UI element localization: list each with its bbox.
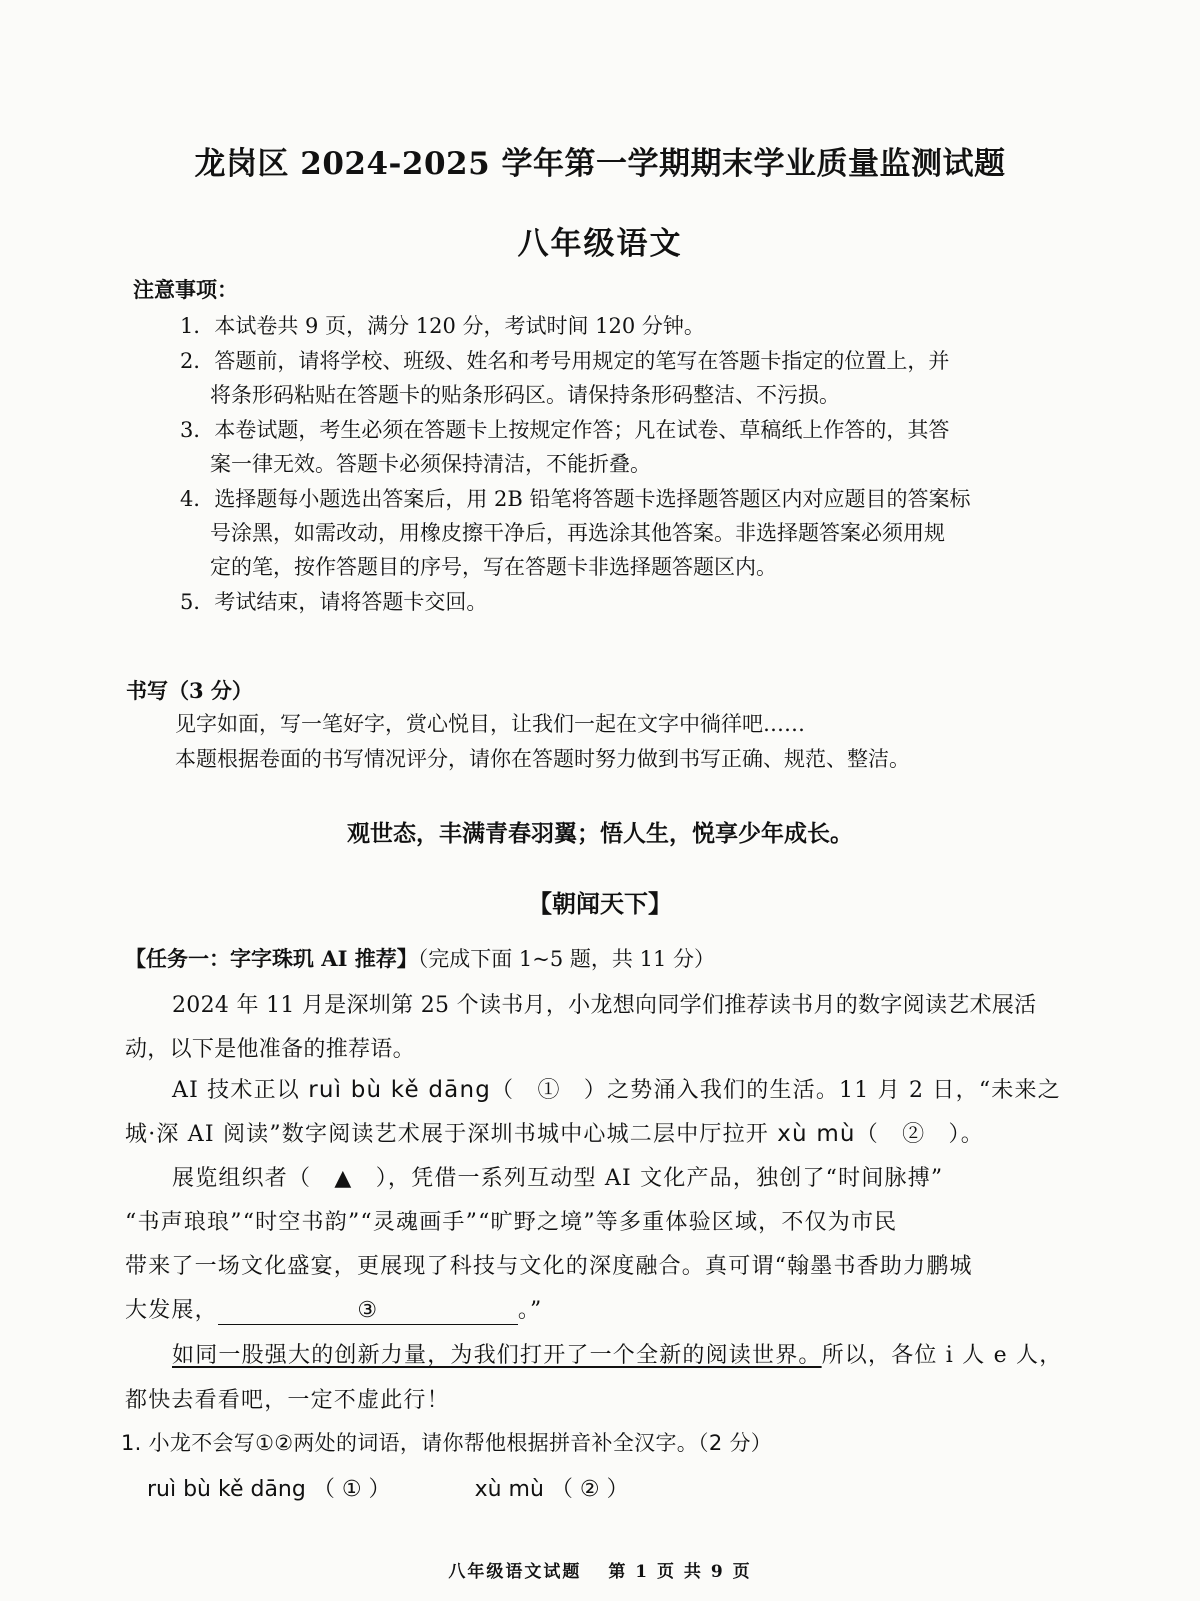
task-intro-2: 动，以下是他准备的推荐语。: [125, 1037, 415, 1062]
answer-blank-2[interactable]: （ ② ）: [550, 1477, 629, 1502]
passage-line-8: 都快去看看吧，一定不虚此行！: [125, 1388, 450, 1413]
exam-title: 龙岗区 2024-2025 学年第一学期期末学业质量监测试题: [194, 146, 1006, 182]
answer-pinyin-1: ruì bù kě dāng: [147, 1477, 306, 1502]
notice-item-4-cont1: 号涂黑，如需改动，用橡皮擦干净后，再选涂其他答案。非选择题答案必须用规: [210, 521, 945, 545]
exam-subtitle: 八年级语文: [517, 226, 683, 262]
writing-heading: 书写（3 分）: [126, 678, 253, 703]
answer-pinyin-2: xù mù: [474, 1477, 544, 1502]
notice-heading: 注意事项：: [133, 277, 238, 302]
notice-item-4-cont2: 定的笔，按作答题目的序号，写在答题卡非选择题答题区内。: [210, 555, 777, 579]
passage-line-4: “书声琅琅”“时空书韵”“灵魂画手”“旷野之境”等多重体验区域，不仅为市民: [125, 1210, 898, 1235]
writing-line-1: 见字如面，写一笔好字，赏心悦目，让我们一起在文字中徜徉吧……: [175, 712, 805, 736]
pinyin-ruibukedang: ruì bù kě dāng: [308, 1077, 492, 1103]
passage-line-6: [125, 1293, 542, 1325]
notice-item-4: 4．选择题每小题选出答案后，用 2B 铅笔将答题卡选择题答题区内对应题目的答案标: [180, 487, 971, 511]
notice-item-5: 5．考试结束，请将答题卡交回。: [180, 590, 488, 614]
passage-text: （ ② ）。: [855, 1122, 984, 1147]
fill-blank-3: ③: [218, 1298, 518, 1325]
task-note: （完成下面 1~5 题，共 11 分）: [417, 947, 715, 971]
passage-line-3: 展览组织者（ ▲ ），凭借一系列互动型 AI 文化产品，独创了“时间脉搏”: [172, 1166, 944, 1191]
section-title: 【朝闻天下】: [528, 889, 672, 918]
notice-item-3: 3．本卷试题，考生必须在答题卡上按规定作答；凡在试卷、草稿纸上作答的，其答: [180, 418, 950, 442]
notice-item-2-cont: 将条形码粘贴在答题卡的贴条形码区。请保持条形码整洁、不污损。: [210, 383, 840, 407]
passage-text: AI 技术正以: [172, 1078, 300, 1103]
passage-line-1: [172, 1073, 1061, 1104]
passage-line-2: [125, 1117, 984, 1148]
passage-line-7: [172, 1338, 1062, 1369]
question-1: 1. 小龙不会写①②两处的词语，请你帮他根据拼音补全汉字。（2 分）: [121, 1431, 773, 1455]
passage-text: 所以，各位 i 人 e 人，: [821, 1343, 1063, 1368]
passage-text: （ ① ）之势涌入我们的生活。11 月 2 日，“未来之: [491, 1078, 1061, 1103]
pinyin-xumu: xù mù: [777, 1121, 856, 1147]
task-heading-line: [125, 943, 715, 973]
underlined-sentence: 如同一股强大的创新力量，为我们打开了一个全新的阅读世界。: [172, 1343, 822, 1368]
notice-item-3-cont: 案一律无效。答题卡必须保持清洁，不能折叠。: [210, 452, 651, 476]
task-intro-1: 2024 年 11 月是深圳第 25 个读书月，小龙想向同学们推荐读书月的数字阅读艺术展活: [172, 993, 1037, 1018]
writing-line-2: 本题根据卷面的书写情况评分，请你在答题时努力做到书写正确、规范、整洁。: [175, 747, 910, 771]
task-heading: 【任务一：字字珠玑 AI 推荐】: [125, 946, 418, 971]
notice-item-2: 2．答题前，请将学校、班级、姓名和考号用规定的笔写在答题卡指定的位置上，并: [180, 349, 950, 373]
notice-item-1: 1．本试卷共 9 页，满分 120 分，考试时间 120 分钟。: [180, 314, 705, 338]
passage-text: 大发展，: [125, 1298, 218, 1323]
answer-blank-1[interactable]: （ ① ）: [312, 1477, 391, 1502]
passage-text: 。”: [517, 1298, 543, 1323]
question-1-answers: [147, 1472, 629, 1503]
motto: 观世态，丰满青春羽翼；悟人生，悦享少年成长。: [347, 820, 853, 847]
passage-line-5: 带来了一场文化盛宴，更展现了科技与文化的深度融合。真可谓“翰墨书香助力鹏城: [125, 1254, 973, 1279]
passage-text: 城·深 AI 阅读”数字阅读艺术展于深圳书城中心城二层中厅拉开: [125, 1122, 770, 1147]
page-footer: 八年级语文试题 第 1 页 共 9 页: [448, 1562, 752, 1582]
